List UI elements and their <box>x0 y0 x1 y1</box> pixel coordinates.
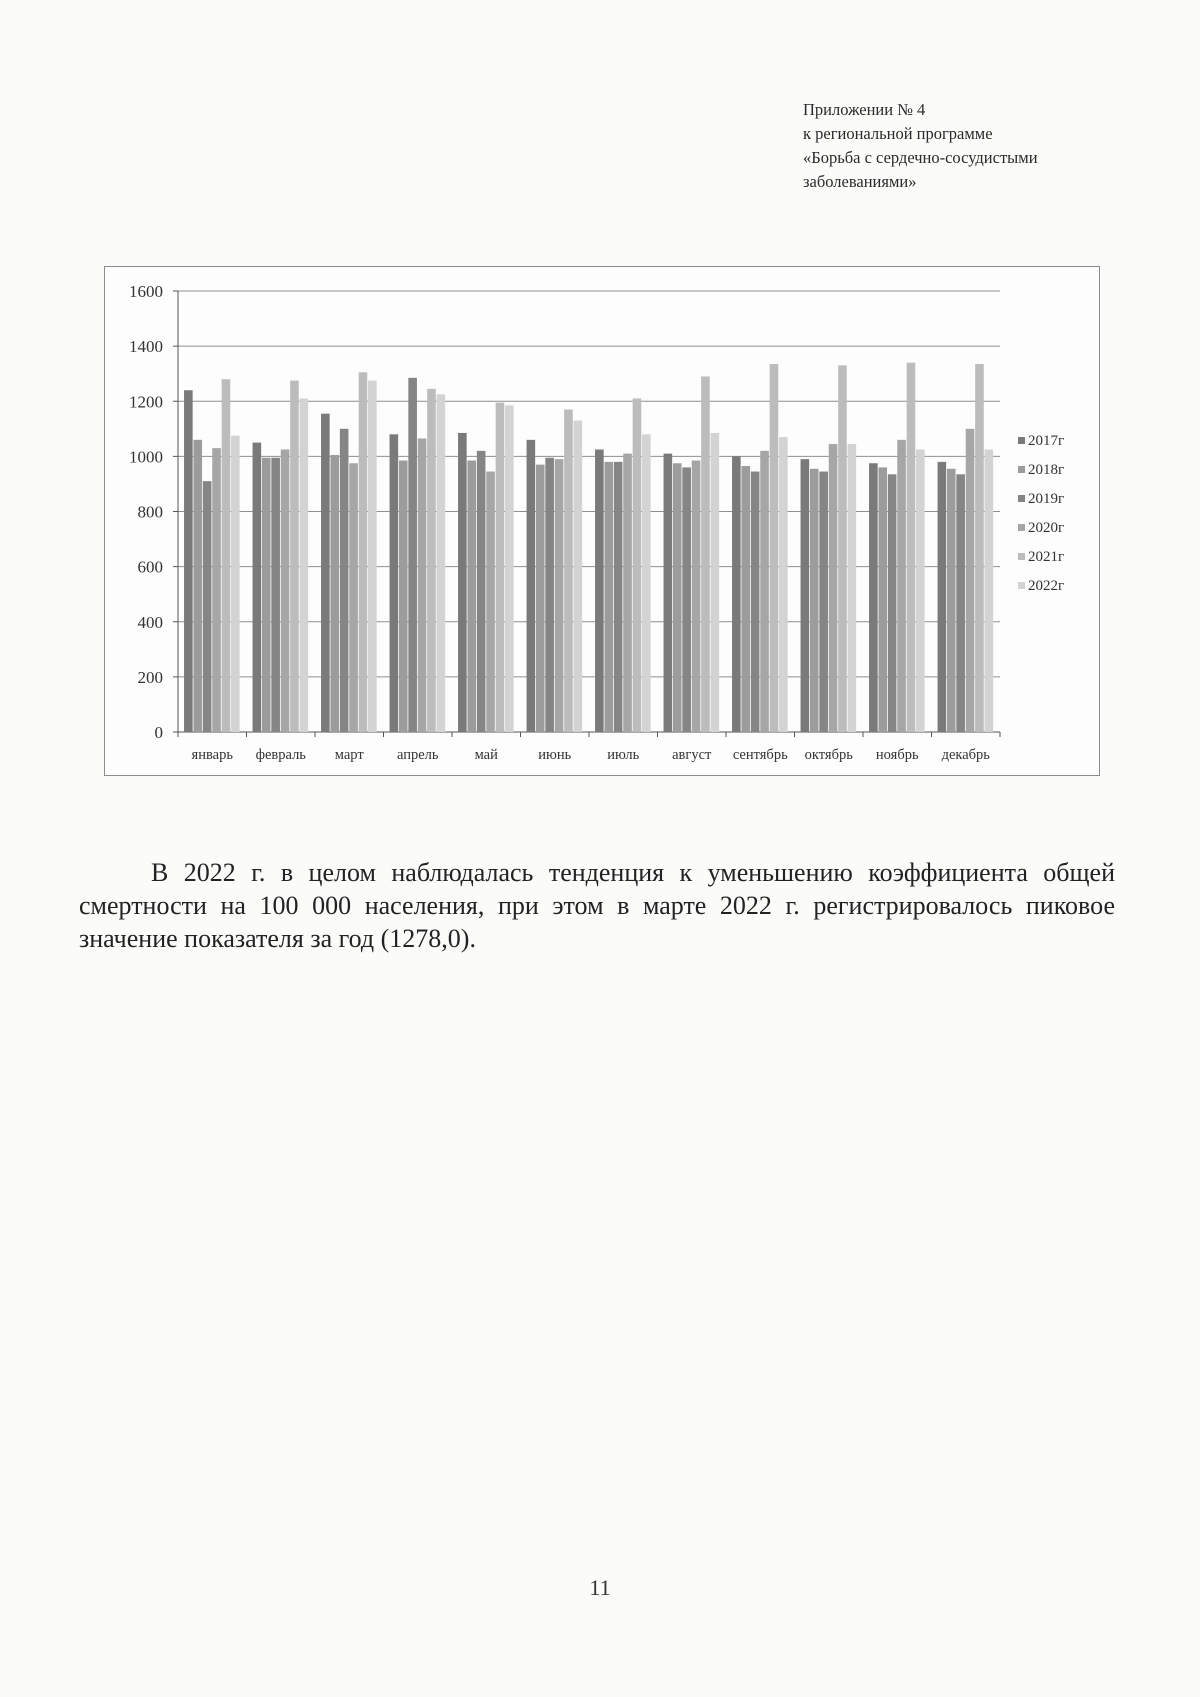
bar <box>349 463 358 732</box>
header-line: Приложении № 4 <box>803 100 926 119</box>
bar <box>399 461 408 732</box>
y-tick-label: 0 <box>154 723 163 742</box>
y-tick-label: 1600 <box>129 282 163 301</box>
bar <box>253 443 262 732</box>
legend-label: 2020г <box>1028 520 1065 536</box>
bar <box>231 436 240 732</box>
bar <box>330 455 339 732</box>
bar <box>290 381 299 732</box>
bar <box>819 472 828 732</box>
bar <box>664 454 673 732</box>
y-tick-label: 1400 <box>129 337 163 357</box>
x-tick-label: март <box>334 747 364 763</box>
legend-label: 2022г <box>1028 578 1065 594</box>
x-tick-label: декабрь <box>941 747 990 763</box>
legend-swatch <box>1018 437 1025 444</box>
bar <box>829 444 838 732</box>
bar <box>536 465 545 732</box>
bar <box>212 448 221 732</box>
legend-swatch <box>1018 582 1025 589</box>
bar <box>281 449 290 732</box>
bar <box>477 451 486 732</box>
y-tick-label: 600 <box>137 557 163 577</box>
bar <box>673 463 682 732</box>
bar <box>458 433 467 732</box>
bar <box>633 398 642 732</box>
y-tick-label: 800 <box>137 502 163 522</box>
x-tick-label: апрель <box>396 747 439 763</box>
bar <box>427 389 436 732</box>
bar <box>938 462 947 732</box>
body-paragraph: В 2022 г. в целом наблюдалась тенденция к уменьшению коэффициента общей смертности на 100 000 населения, при этом в марте 2022 г. регистрировалось пиковое значение показателя за год (1278,0). <box>79 858 1115 953</box>
bar <box>682 467 691 732</box>
legend-swatch <box>1018 553 1025 560</box>
bar <box>888 474 897 732</box>
x-tick-label: июль <box>607 747 640 763</box>
legend-swatch <box>1018 524 1025 531</box>
bar <box>751 472 760 732</box>
bar <box>741 466 750 732</box>
bar <box>604 462 613 732</box>
x-tick-label: май <box>474 747 498 763</box>
bar <box>467 461 476 732</box>
x-tick-label: сентябрь <box>732 747 788 763</box>
bar <box>848 444 857 732</box>
x-tick-label: октябрь <box>804 747 853 763</box>
legend-label: 2017г <box>1028 433 1065 449</box>
document-header <box>803 98 1163 194</box>
page-number: 11 <box>589 1575 611 1600</box>
bar <box>869 463 878 732</box>
bar <box>907 363 916 732</box>
x-tick-label: июнь <box>538 747 572 763</box>
bar <box>193 440 202 732</box>
bar <box>614 462 623 732</box>
body-paragraph-block <box>79 856 1115 955</box>
bar <box>878 467 887 732</box>
bar <box>486 472 495 732</box>
bar <box>262 458 271 732</box>
bar <box>184 390 193 732</box>
bar <box>692 461 701 732</box>
bar <box>574 421 583 732</box>
bar <box>545 458 554 732</box>
legend <box>1018 433 1064 594</box>
bar <box>947 469 956 732</box>
legend-label: 2019г <box>1028 491 1065 507</box>
bar <box>760 451 769 732</box>
y-tick-label: 1000 <box>129 447 163 467</box>
bar <box>770 364 779 732</box>
bar <box>368 381 377 732</box>
bar <box>623 454 632 732</box>
legend-label: 2018г <box>1028 462 1065 478</box>
bar <box>838 365 847 732</box>
bar <box>916 449 925 732</box>
bar <box>408 378 417 732</box>
bar <box>975 364 984 732</box>
y-tick-label: 200 <box>137 667 163 687</box>
x-tick-label: август <box>672 747 712 763</box>
bar <box>985 449 994 732</box>
bar <box>300 398 309 732</box>
bar <box>810 469 819 732</box>
y-tick-label: 400 <box>137 612 163 632</box>
bar <box>321 414 330 732</box>
bar <box>527 440 536 732</box>
bar <box>801 459 810 732</box>
x-tick-label: ноябрь <box>875 747 919 763</box>
header-line: к региональной программе <box>803 124 993 143</box>
bar <box>732 456 741 732</box>
bar <box>564 410 573 732</box>
bar <box>222 379 231 732</box>
bar <box>505 405 514 732</box>
bar <box>359 372 368 732</box>
bar <box>340 429 349 732</box>
chart-frame <box>104 266 1100 776</box>
bar <box>418 438 427 732</box>
bar <box>779 437 788 732</box>
bar <box>496 403 505 732</box>
bar <box>711 433 720 732</box>
bar <box>595 449 604 732</box>
bar <box>642 434 651 732</box>
bar <box>956 474 965 732</box>
x-tick-label: февраль <box>255 747 306 763</box>
bar <box>390 434 399 732</box>
bar-chart <box>105 267 1099 775</box>
bar <box>555 459 564 732</box>
bar <box>897 440 906 732</box>
header-line: «Борьба с сердечно-сосудистыми <box>803 148 1038 167</box>
legend-swatch <box>1018 495 1025 502</box>
bar <box>437 394 446 732</box>
legend-swatch <box>1018 466 1025 473</box>
y-tick-label: 1200 <box>129 392 163 412</box>
header-line: заболеваниями» <box>803 172 917 191</box>
legend-label: 2021г <box>1028 549 1065 565</box>
bar <box>701 376 710 732</box>
bar <box>966 429 975 732</box>
bar <box>271 458 280 732</box>
x-tick-label: январь <box>191 747 233 763</box>
bar <box>203 481 212 732</box>
